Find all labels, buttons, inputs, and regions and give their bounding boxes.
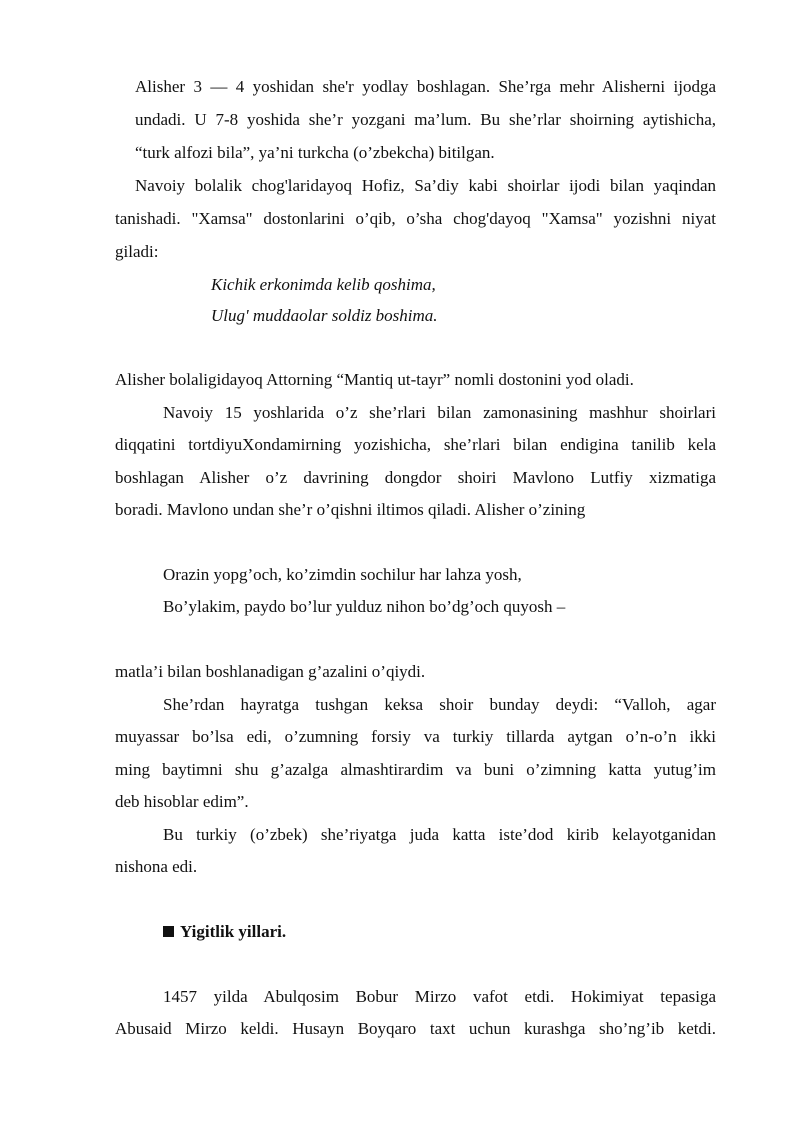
verse-line: Bo’ylakim, paydo bo’lur yulduz nihon bo’dg’och quyosh – (163, 597, 566, 616)
paragraph-line: She’rdan hayratga tushgan keksa shoir bunday deydi: “Valloh, agar (163, 695, 716, 714)
verse-line: Orazin yopg’och, ko’zimdin sochilur har lahza yosh, (163, 565, 522, 584)
paragraph-line: diqqatini tortdiyuXondamirning yozishicha, she’rlari bilan endigina tanilib kela (115, 435, 716, 454)
paragraph-line: nishona edi. (115, 857, 198, 876)
paragraph-line: undadi. U 7-8 yoshida she’r yozgani ma’lum. Bu she’rlar shoirning aytishicha, (135, 110, 716, 129)
paragraph-line: tanishadi. "Xamsa" dostonlarini o’qib, o’sha chog'dayoq "Xamsa" yozishni niyat (115, 209, 716, 228)
paragraph-line: Navoiy 15 yoshlarida o’z she’rlari bilan zamonasining mashhur shoirlari (163, 403, 716, 422)
paragraph-line: boradi. Mavlono undan she’r o’qishni iltimos qiladi. Alisher o’zining (115, 500, 586, 519)
paragraph-line: ming baytimni shu g’azalga almashtirardim va buni o’zimning katta yutug’im (115, 760, 716, 779)
verse-line: Ulug' muddaolar soldiz boshima. (211, 306, 438, 325)
section-heading-text: Yigitlik yillari. (180, 922, 287, 941)
verse-line: Kichik erkonimda kelib qoshima, (211, 275, 436, 294)
paragraph-line: Alisher bolaligidayoq Attorning “Mantiq ut-tayr” nomli dostonini yod oladi. (115, 370, 634, 389)
section-heading (163, 922, 286, 942)
paragraph-line: boshlagan Alisher o’z davrining dongdor shoiri Mavlono Lutfiy xizmatiga (115, 468, 716, 487)
paragraph-line: “turk alfozi bila”, ya’ni turkcha (o’zbekcha) bitilgan. (135, 143, 495, 162)
square-bullet-icon (163, 926, 174, 937)
paragraph-line: matla’i bilan boshlanadigan g’azalini o’qiydi. (115, 662, 426, 681)
paragraph-line: deb hisoblar edim”. (115, 792, 249, 811)
paragraph-line: Bu turkiy (o’zbek) she’riyatga juda katta iste’dod kirib kelayotganidan (163, 825, 716, 844)
paragraph-line: 1457 yilda Abulqosim Bobur Mirzo vafot etdi. Hokimiyat tepasiga (163, 987, 716, 1006)
paragraph-line: Abusaid Mirzo keldi. Husayn Boyqaro taxt uchun kurashga sho’ng’ib ketdi. (115, 1019, 716, 1038)
paragraph-line: muyassar bo’lsa edi, o’zumning forsiy va turkiy tillarda aytgan o’n-o’n ikki (115, 727, 716, 746)
paragraph-line: Navoiy bolalik chog'laridayoq Hofiz, Sa’diy kabi shoirlar ijodi bilan yaqindan (135, 176, 716, 195)
paragraph-line: giladi: (115, 242, 159, 261)
paragraph-line: Alisher 3 — 4 yoshidan she'r yodlay boshlagan. She’rga mehr Alisherni ijodga (135, 77, 716, 96)
